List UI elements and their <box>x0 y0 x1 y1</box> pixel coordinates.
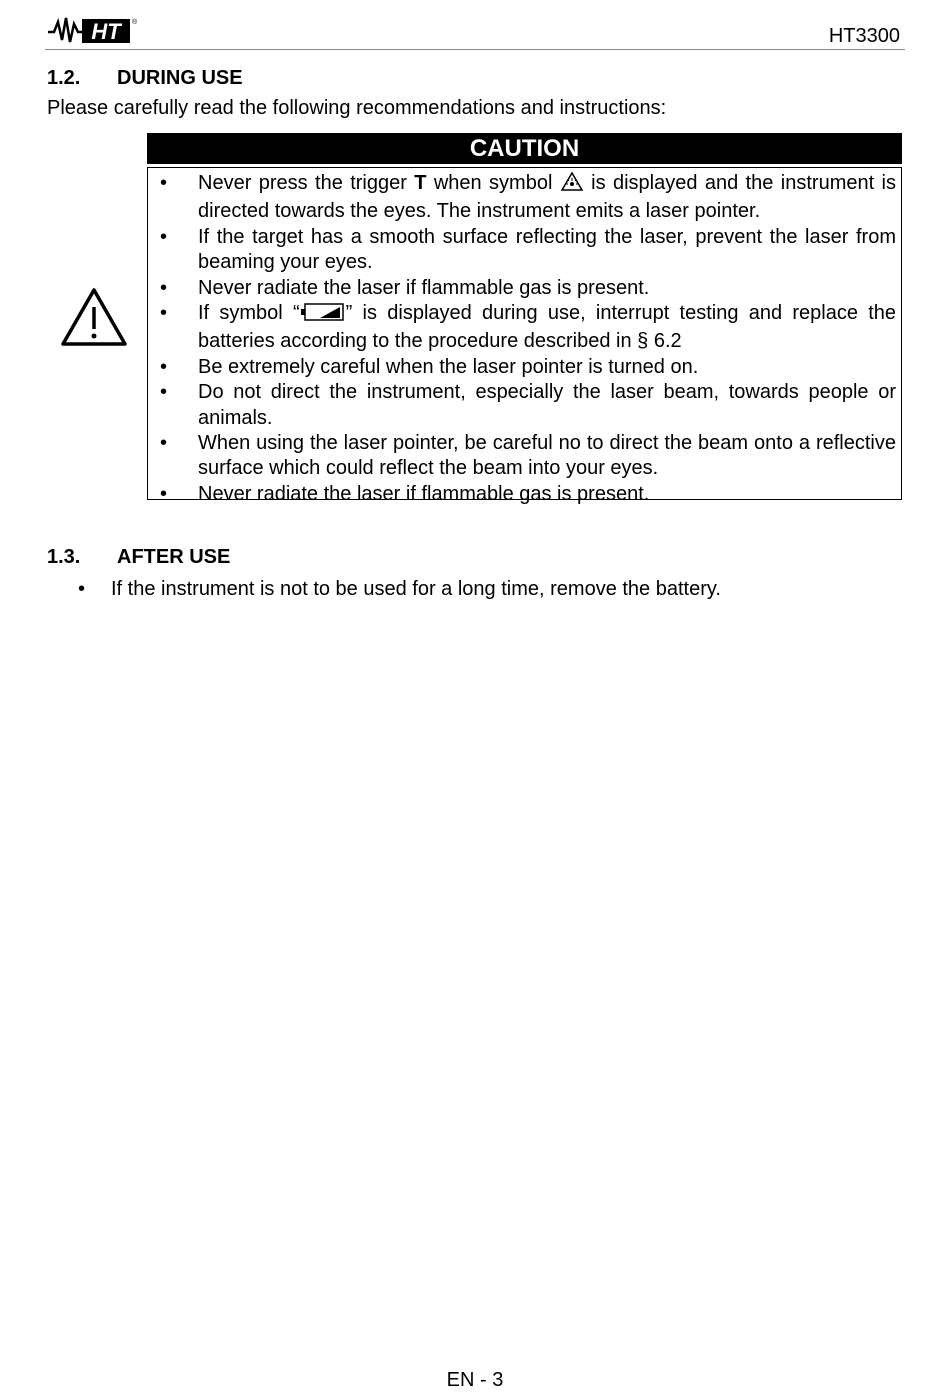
bullet: • <box>160 302 168 325</box>
list-item: • If the instrument is not to be used for a long time, remove the battery. <box>78 578 721 600</box>
bullet: • <box>160 276 168 299</box>
list-item: • When using the laser pointer, be careful no to direct the beam onto a reflective surface which could reflect the beam into your eyes. <box>160 432 896 480</box>
list-item: • If symbol “ ” is displayed during use, interrupt testing and replace the batteries according to the procedure described in § 6.2 <box>160 302 896 353</box>
bullet: • <box>160 482 168 505</box>
bullet: • <box>160 355 168 378</box>
list-item: • Be extremely careful when the laser pointer is turned on. <box>154 355 896 380</box>
caution-list <box>154 171 896 507</box>
bullet: • <box>160 225 168 248</box>
bullet: • <box>160 172 168 194</box>
list-item: • Never press the trigger T when symbol is displayed and the instrument is directed towards the eyes. The instrument emits a laser pointer. <box>160 172 896 223</box>
list-item: • Do not direct the instrument, especially the laser beam, towards people or animals. <box>160 381 896 429</box>
bullet: • <box>78 578 86 600</box>
section-heading-during-use <box>47 67 243 90</box>
list-item: • Never radiate the laser if flammable gas is present. <box>154 276 896 301</box>
bullet: • <box>160 381 168 404</box>
laser-symbol-icon <box>560 171 584 199</box>
svg-text:®: ® <box>132 19 138 26</box>
caution-box <box>147 167 902 505</box>
low-battery-icon <box>300 302 346 329</box>
list-item: • If the target has a smooth surface reflecting the laser, prevent the laser from beaming your eyes. <box>160 225 896 274</box>
document-model: HT3300 <box>828 25 900 47</box>
svg-text:HT: HT <box>91 19 121 44</box>
section-title: AFTER USE <box>117 546 231 568</box>
list-item: • Never radiate the laser if flammable gas is present. <box>154 482 896 507</box>
section-number: 1.3. <box>47 546 81 568</box>
warning-triangle-icon <box>60 287 128 347</box>
section-heading-after-use <box>47 546 230 569</box>
section-number: 1.2. <box>47 67 81 89</box>
caution-banner: CAUTION <box>147 133 902 164</box>
bullet: • <box>160 432 168 455</box>
section-title: DURING USE <box>117 67 243 89</box>
ht-brand-logo-icon <box>48 14 138 46</box>
intro-paragraph: Please carefully read the following recommendations and instructions: <box>47 97 667 119</box>
page-number: EN - 3 <box>446 1369 504 1391</box>
header-divider <box>45 49 905 50</box>
